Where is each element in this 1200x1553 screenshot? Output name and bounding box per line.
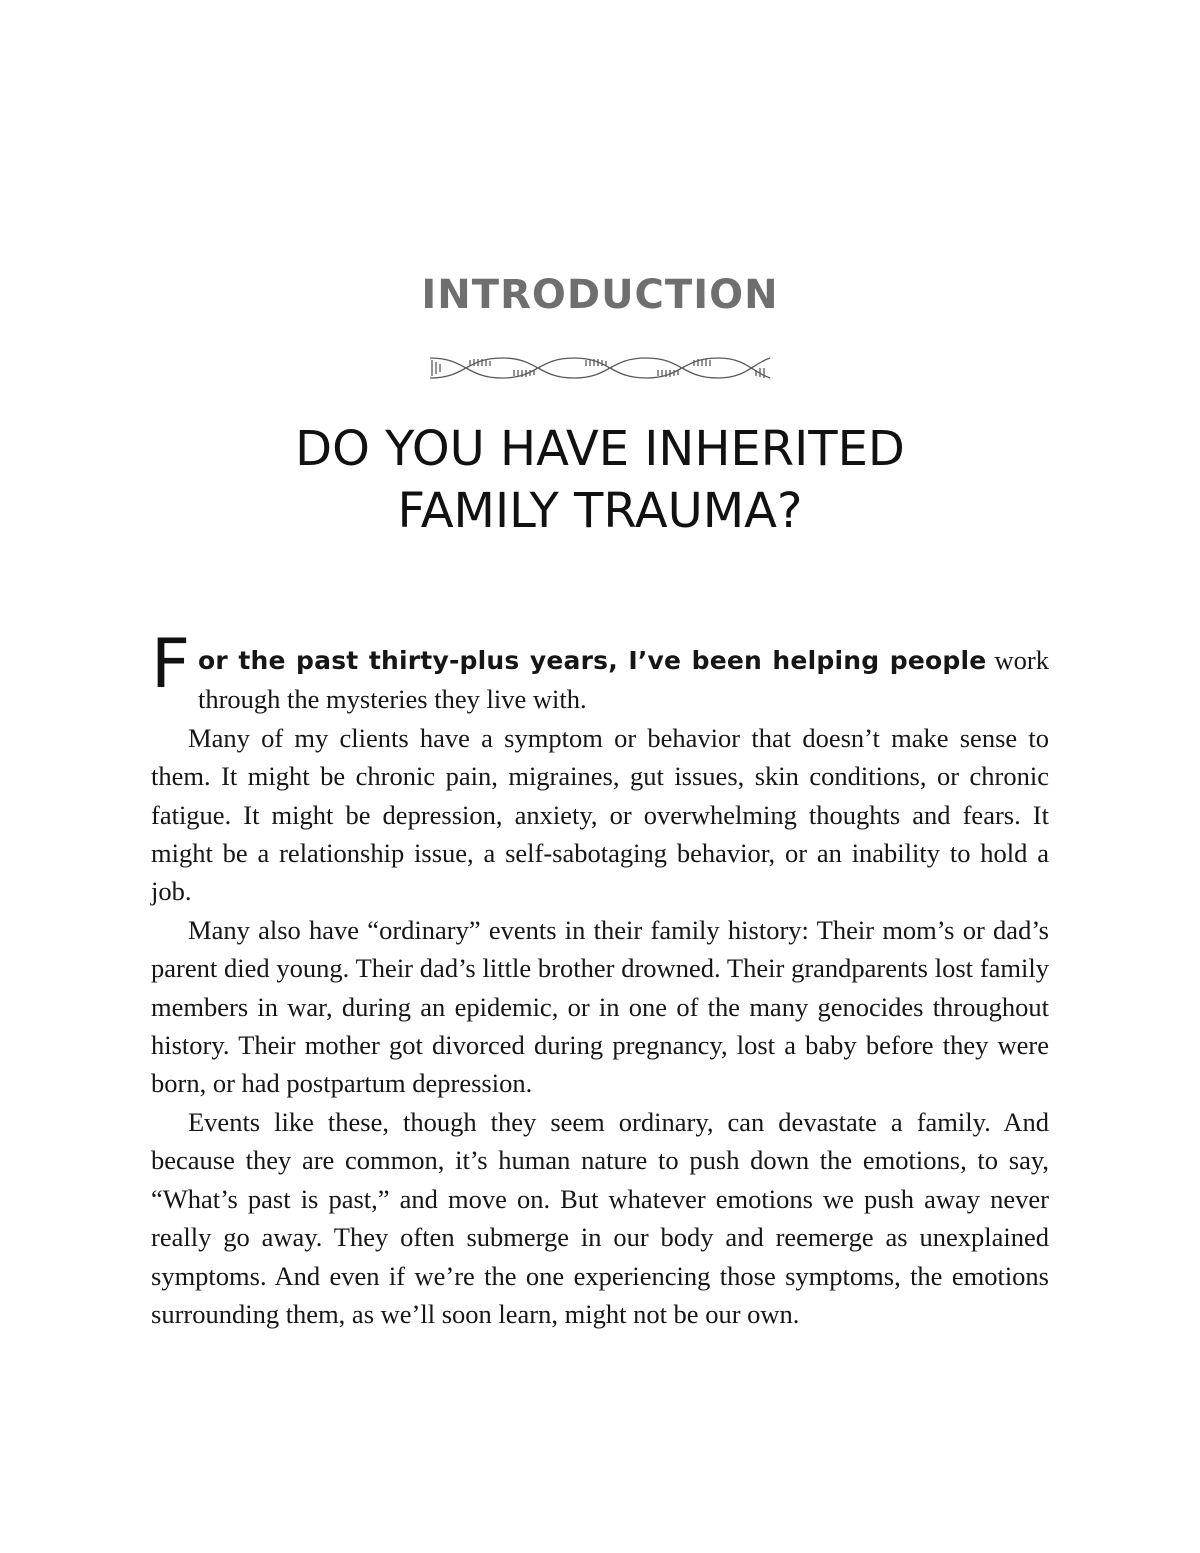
- chapter-title-line-1: DO YOU HAVE INHERITED: [295, 421, 905, 477]
- body-text: [151, 625, 1049, 1333]
- opening-paragraph: [151, 625, 1049, 719]
- body-paragraph-3: Events like these, though they seem ordinary, can devastate a family. And because they are common, it’s human nature to push down the emotions, to say, “What’s past is past,” and move on. But whatever emotions we push away never really go away. They often submerge in our body and reemerge as unexplained symptoms. And even if we’re the one experiencing those symptoms, the emotions surrounding them, as we’ll soon learn, might not be our own.: [151, 1106, 1049, 1329]
- dna-helix-divider-icon: [426, 352, 774, 384]
- body-paragraph-2: Many also have “ordinary” events in their family history: Their mom’s or dad’s parent died young. Their dad’s little brother drowned. Their grandparents lost family members in war, during an epidemic, or in one of the many genocides throughout history. Their mother got divorced during pregnancy, lost a baby before they were born, or had postpartum depression.: [151, 914, 1049, 1099]
- chapter-title-line-2: FAMILY TRAUMA?: [397, 483, 803, 539]
- lead-in-text: or the past thirty-plus years, I’ve been helping people: [198, 646, 987, 675]
- drop-cap: F: [151, 625, 191, 704]
- chapter-title: [0, 418, 1200, 542]
- section-label: INTRODUCTION: [421, 272, 779, 318]
- opening-rest-text: work through the mysteries they live with.: [198, 645, 1049, 715]
- body-paragraph-1: Many of my clients have a symptom or behavior that doesn’t make sense to them. It might be chronic pain, migraines, gut issues, skin conditions, or chronic fatigue. It might be depression, anxiety, or overwhelming thoughts and fears. It might be a relationship issue, a self-sabotaging behavior, or an inability to hold a job.: [151, 722, 1049, 907]
